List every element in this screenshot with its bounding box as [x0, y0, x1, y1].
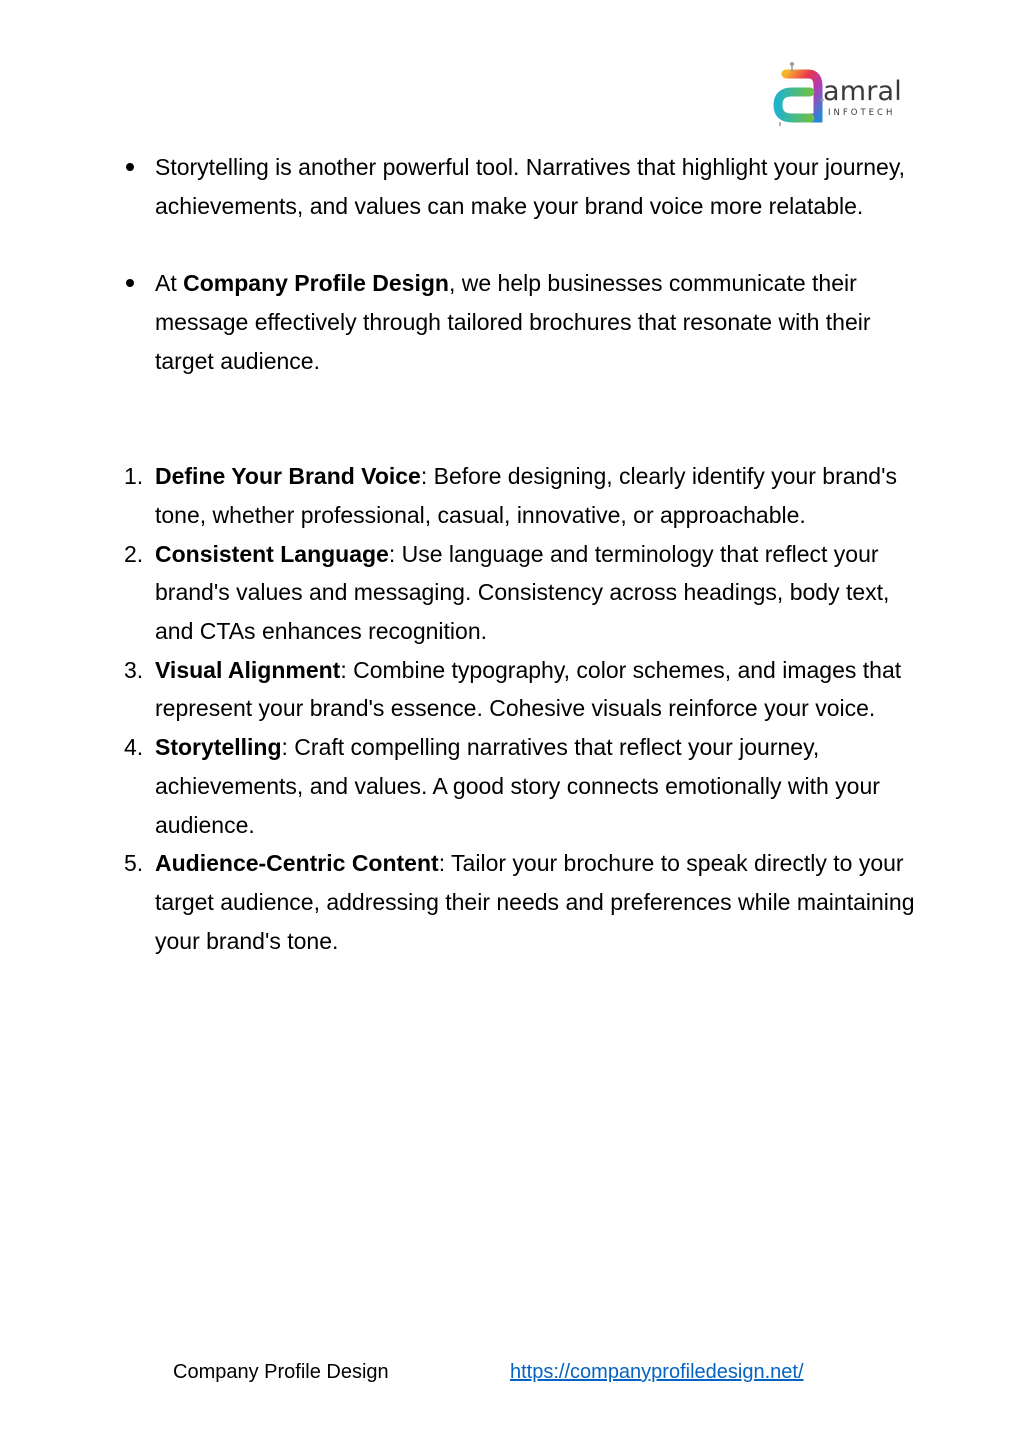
list-number: 3. [124, 656, 144, 683]
footer-company-name: Company Profile Design [173, 1361, 389, 1383]
amral-a-logo-icon [772, 60, 824, 126]
list-item-text: : Craft compelling narratives that reflect your journey, achievements, and values. A good story connects emotionally with your audience. [155, 734, 880, 838]
bullet-item: At Company Profile Design, we help businesses communicate their message effectively through tailored brochures that resonate with their target audience. [155, 264, 915, 380]
list-number: 2. [124, 540, 144, 567]
numbered-list [124, 457, 915, 960]
company-name-bold: Company Profile Design [183, 270, 449, 297]
list-number: 1. [124, 463, 144, 490]
list-item-text: : Tailor your brochure to speak directly to your target audience, addressing their needs and preferences while maintaining your brand's tone. [155, 850, 915, 954]
list-item [124, 844, 915, 960]
logo-subtitle: INFOTECH [828, 108, 896, 118]
list-item [124, 728, 915, 844]
list-item-title: Storytelling [155, 734, 282, 761]
list-item-title: Define Your Brand Voice [155, 463, 421, 490]
list-item [124, 651, 915, 728]
logo-name: amral [823, 76, 902, 107]
list-item-title: Audience-Centric Content [155, 850, 439, 877]
list-item-text: : Before designing, clearly identify your brand's tone, whether professional, casual, innovative, or approachable. [155, 463, 897, 528]
list-item-title: Visual Alignment [155, 656, 341, 683]
list-item [124, 535, 915, 651]
list-number: 5. [124, 850, 144, 877]
list-item-text: : Use language and terminology that reflect your brand's values and messaging. Consistency across headings, body text, and CTAs enhances recognition. [155, 540, 890, 645]
list-number: 4. [124, 734, 144, 761]
amral-logo [772, 60, 902, 126]
page-content [124, 148, 915, 960]
list-item [124, 457, 915, 534]
list-item-text: : Combine typography, color schemes, and images that represent your brand's essence. Cohesive visuals reinforce your voice. [155, 656, 902, 722]
list-item-title: Consistent Language [155, 540, 389, 567]
bullet-item: Storytelling is another powerful tool. Narratives that highlight your journey, achievements, and values can make your brand voice more relatable. [155, 148, 915, 225]
footer-website-link[interactable]: https://companyprofiledesign.net/ [510, 1361, 804, 1383]
